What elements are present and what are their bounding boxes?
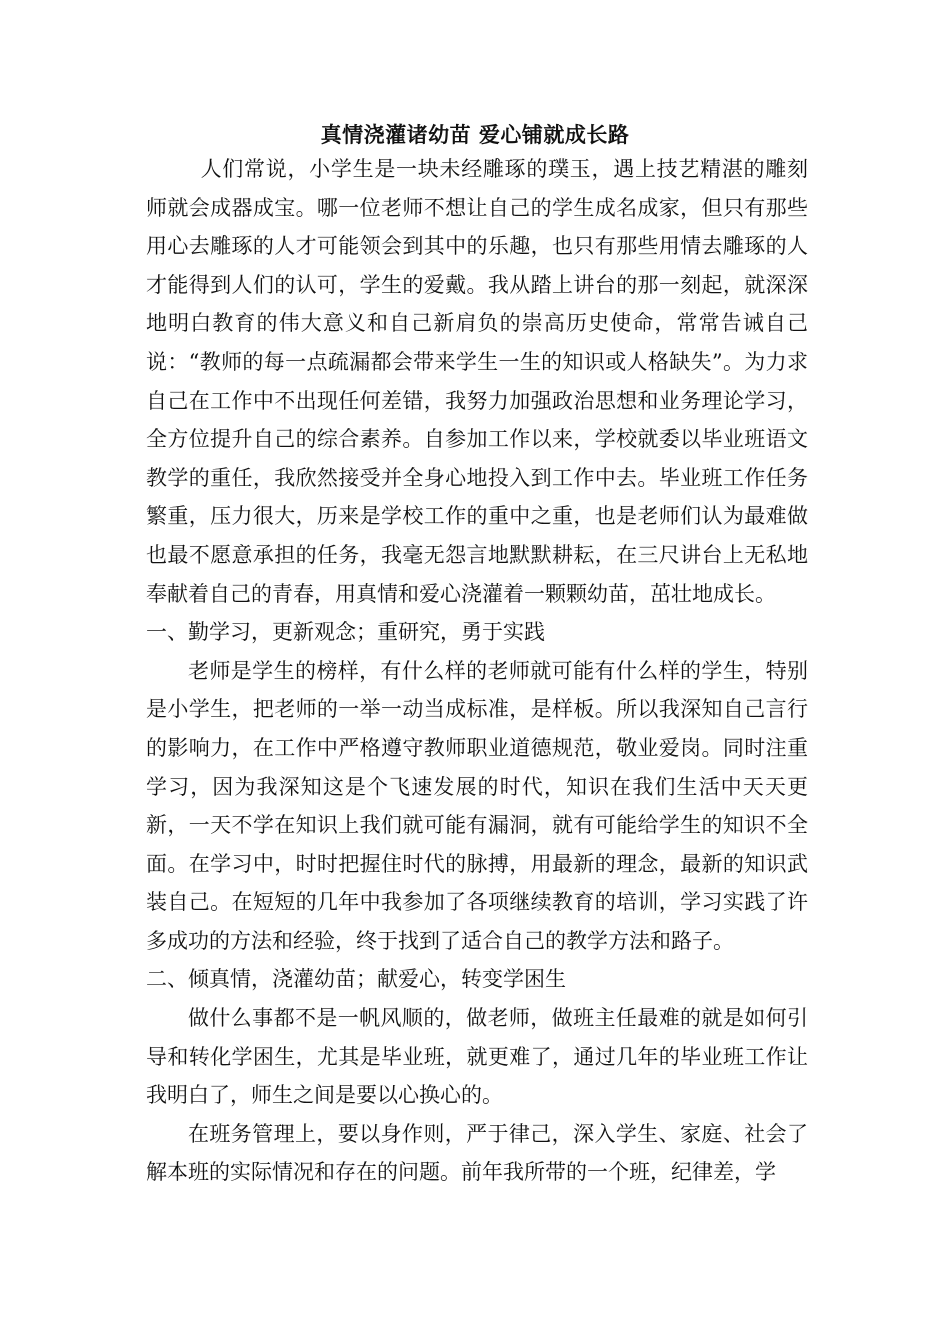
document-title: 真情浇灌诸幼苗 爱心铺就成长路 [320, 122, 630, 147]
document-body [146, 150, 808, 1192]
section-2-paragraph-1: 做什么事都不是一帆风顺的，做老师，做班主任最难的就是如何引导和转化学困生，尤其是毕业班，就更难了，通过几年的毕业班工作让我明白了，师生之间是要以心换心的。 [146, 1006, 808, 1108]
section-2-heading: 二、倾真情，浇灌幼苗；献爱心，转变学困生 [146, 967, 566, 992]
intro-paragraph: 人们常说，小学生是一块未经雕琢的璞玉，遇上技艺精湛的雕刻师就会成器成宝。哪一位老师不想让自己的学生成名成家，但只有那些用心去雕琢的人才可能领会到其中的乐趣，也只有那些用情去雕琢的人才能得到人们的认可，学生的爱戴。我从踏上讲台的那一刻起，就深深地明白教育的伟大意义和自己新肩负的崇高历史使命，常常告诫自己说：“教师的每一点疏漏都会带来学生一生的知识或人格缺失”。为力求自己在工作中不出现任何差错，我努力加强政治思想和业务理论学习，全方位提升自己的综合素养。自参加工作以来，学校就委以毕业班语文教学的重任，我欣然接受并全身心地投入到工作中去。毕业班工作任务繁重，压力很大，历来是学校工作的重中之重，也是老师们认为最难做也最不愿意承担的任务，我毫无怨言地默默耕耘，在三尺讲台上无私地奉献着自己的青春，用真情和爱心浇灌着一颗颗幼苗，茁壮地成长。 [146, 157, 808, 606]
section-1-heading: 一、勤学习，更新观念；重研究，勇于实践 [146, 620, 545, 645]
section-1-paragraph: 老师是学生的榜样，有什么样的老师就可能有什么样的学生，特别是小学生，把老师的一举一动当成标准，是样板。所以我深知自己言行的影响力，在工作中严格遵守教师职业道德规范，敬业爱岗。同时注重学习，因为我深知这是个飞速发展的时代，知识在我们生活中天天更新，一天不学在知识上我们就可能有漏洞，就有可能给学生的知识不全面。在学习中，时时把握住时代的脉搏，用最新的理念，最新的知识武装自己。在短短的几年中我参加了各项继续教育的培训，学习实践了许多成功的方法和经验，终于找到了适合自己的教学方法和路子。 [146, 658, 808, 953]
section-2-paragraph-2: 在班务管理上，要以身作则，严于律己，深入学生、家庭、社会了解本班的实际情况和存在的问题。前年我所带的一个班，纪律差，学 [146, 1121, 808, 1185]
